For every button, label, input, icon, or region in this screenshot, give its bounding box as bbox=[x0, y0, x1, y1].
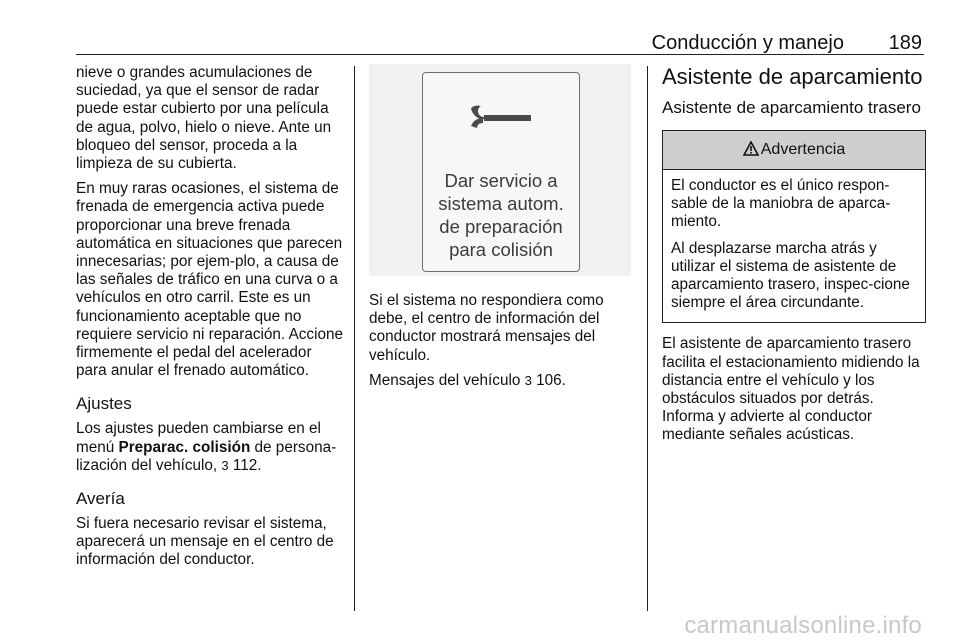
warning-paragraph-1: El conductor es el único respon-sable de la maniobra de aparca-miento. bbox=[671, 177, 891, 231]
warning-paragraph-2: Al desplazarse marcha atrás y utilizar el sistema de asistente de aparcamiento trasero, inspec-cione siempre el área circundante. bbox=[671, 239, 910, 312]
paragraph-sensor: nieve o grandes acumulaciones de suciedad, ya que el sensor de radar puede estar cubierto por una película de agua, polvo, hielo o nieve. Ante un bloqueo del sensor, proceda a la limpieza de su cubierta. bbox=[76, 64, 332, 173]
paragraph-braking: En muy raras ocasiones, el sistema de frenada de emergencia activa puede proporcionar una breve frenada automática en situaciones que parecen innecesarias; por ejem-plo, a causa de las señales de tráfico en una curva o a vehículos en otro carril. Este es un funcionamiento aceptable que no requiere servicio ni reparación. Accione firmemente el pedal del acelerador para anular el frenado automático. bbox=[76, 180, 343, 380]
page-ref-link[interactable]: 112. bbox=[232, 456, 262, 474]
dic-display-figure bbox=[369, 64, 631, 276]
page-ref-link[interactable]: 106. bbox=[536, 371, 566, 389]
warning-box bbox=[662, 130, 926, 323]
display-message: Dar servicio a sistema autom. de preparación para colisión bbox=[438, 170, 564, 260]
header-rule bbox=[76, 54, 924, 55]
page-header bbox=[76, 32, 924, 54]
paragraph-parking-assist: El asistente de aparcamiento trasero facilita el estacionamiento midiendo la distancia entre el vehículo y los obstáculos situados por detrás. Informa y advierte al conductor mediante señales acústicas. bbox=[662, 335, 920, 444]
warning-body bbox=[663, 170, 925, 322]
column-3 bbox=[662, 64, 926, 452]
page-ref-icon: 3 bbox=[524, 372, 532, 388]
column-2 bbox=[369, 64, 631, 397]
warning-title: Advertencia bbox=[760, 141, 846, 158]
paragraph-averia: Si fuera necesario revisar el sistema, aparecerá un mensaje en el centro de información del conductor. bbox=[76, 515, 334, 569]
paragraph-ajustes: Los ajustes pueden cambiarse en el menú Preparac. colisión de persona-lización del vehículo, 3 112. bbox=[76, 420, 337, 474]
heading-rear-parking-assist: Asistente de aparcamiento trasero bbox=[662, 98, 921, 117]
page-ref-icon: 3 bbox=[221, 457, 229, 473]
heading-averia: Avería bbox=[76, 489, 125, 509]
heading-ajustes: Ajustes bbox=[76, 394, 132, 414]
column-divider-2 bbox=[647, 66, 648, 611]
wrench-icon bbox=[469, 105, 533, 131]
warning-triangle-icon bbox=[743, 141, 759, 156]
watermark: carmanualsonline.info bbox=[684, 612, 922, 639]
paragraph-vehicle-messages: Mensajes del vehículo 3 106. bbox=[369, 371, 566, 389]
heading-parking-assist: Asistente de aparcamiento bbox=[662, 64, 923, 89]
driver-info-display bbox=[422, 72, 580, 272]
menu-name: Preparac. colisión bbox=[118, 438, 251, 456]
warning-header bbox=[663, 131, 925, 170]
column-1 bbox=[76, 64, 344, 577]
section-title: Conducción y manejo bbox=[651, 32, 844, 54]
column-divider-1 bbox=[354, 66, 355, 611]
paragraph-messages: Si el sistema no respondiera como debe, el centro de información del conductor mostrará mensajes del vehículo. bbox=[369, 292, 604, 364]
page-number: 189 bbox=[888, 32, 922, 54]
